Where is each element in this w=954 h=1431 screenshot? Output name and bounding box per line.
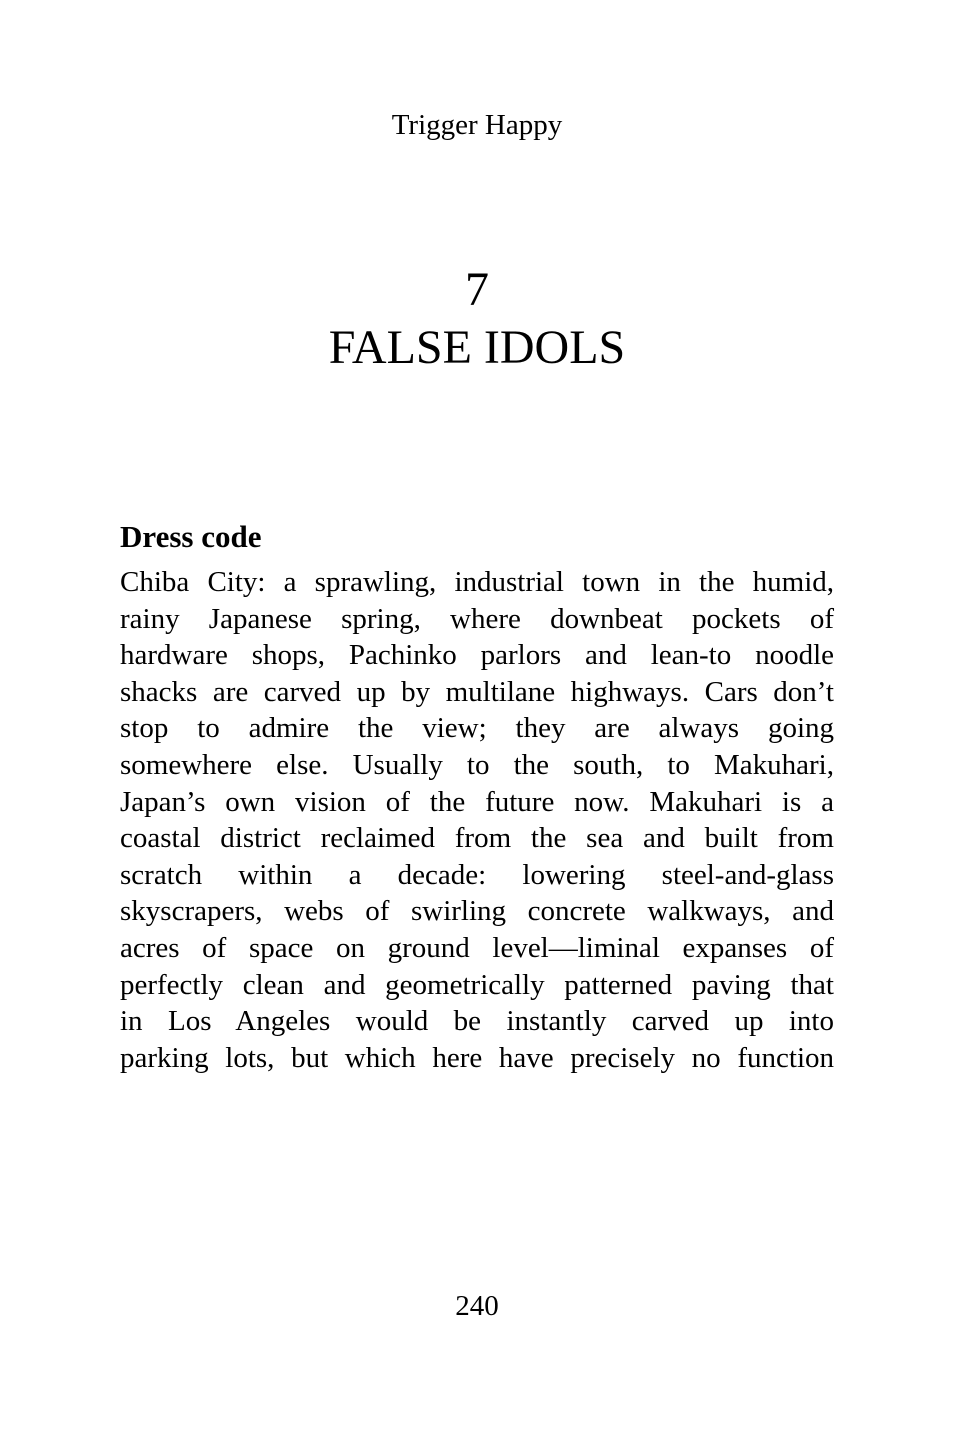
body-line: parking lots, but which here have precisely no function	[120, 1041, 834, 1074]
body-line: stop to admire the view; they are always going	[120, 712, 834, 745]
body-line: perfectly clean and geometrically patterned paving that	[120, 968, 834, 1001]
body-line: Chiba City: a sprawling, industrial town in the humid,	[120, 566, 834, 598]
page-number: 240	[455, 1290, 499, 1322]
body-line: hardware shops, Pachinko parlors and lean-to noodle	[120, 639, 834, 672]
body-line: in Los Angeles would be instantly carved up into	[120, 1005, 834, 1038]
chapter-number: 7	[465, 263, 489, 316]
section-heading: Dress code	[120, 519, 262, 554]
body-line: acres of space on ground level—liminal expanses of	[120, 931, 834, 964]
running-head: Trigger Happy	[391, 109, 563, 141]
body-line: coastal district reclaimed from the sea and built from	[120, 822, 834, 855]
body-line: scratch within a decade: lowering steel-and-glass	[120, 858, 834, 891]
body-line: Japan’s own vision of the future now. Makuhari is a	[120, 785, 834, 818]
body-text	[120, 564, 834, 1076]
body-line: rainy Japanese spring, where downbeat pockets of	[120, 602, 834, 635]
body-line: shacks are carved up by multilane highways. Cars don’t	[120, 675, 834, 708]
chapter-title: FALSE IDOLS	[328, 321, 626, 374]
body-line: skyscrapers, webs of swirling concrete walkways, and	[120, 895, 834, 928]
body-line: somewhere else. Usually to the south, to Makuhari,	[120, 748, 834, 781]
